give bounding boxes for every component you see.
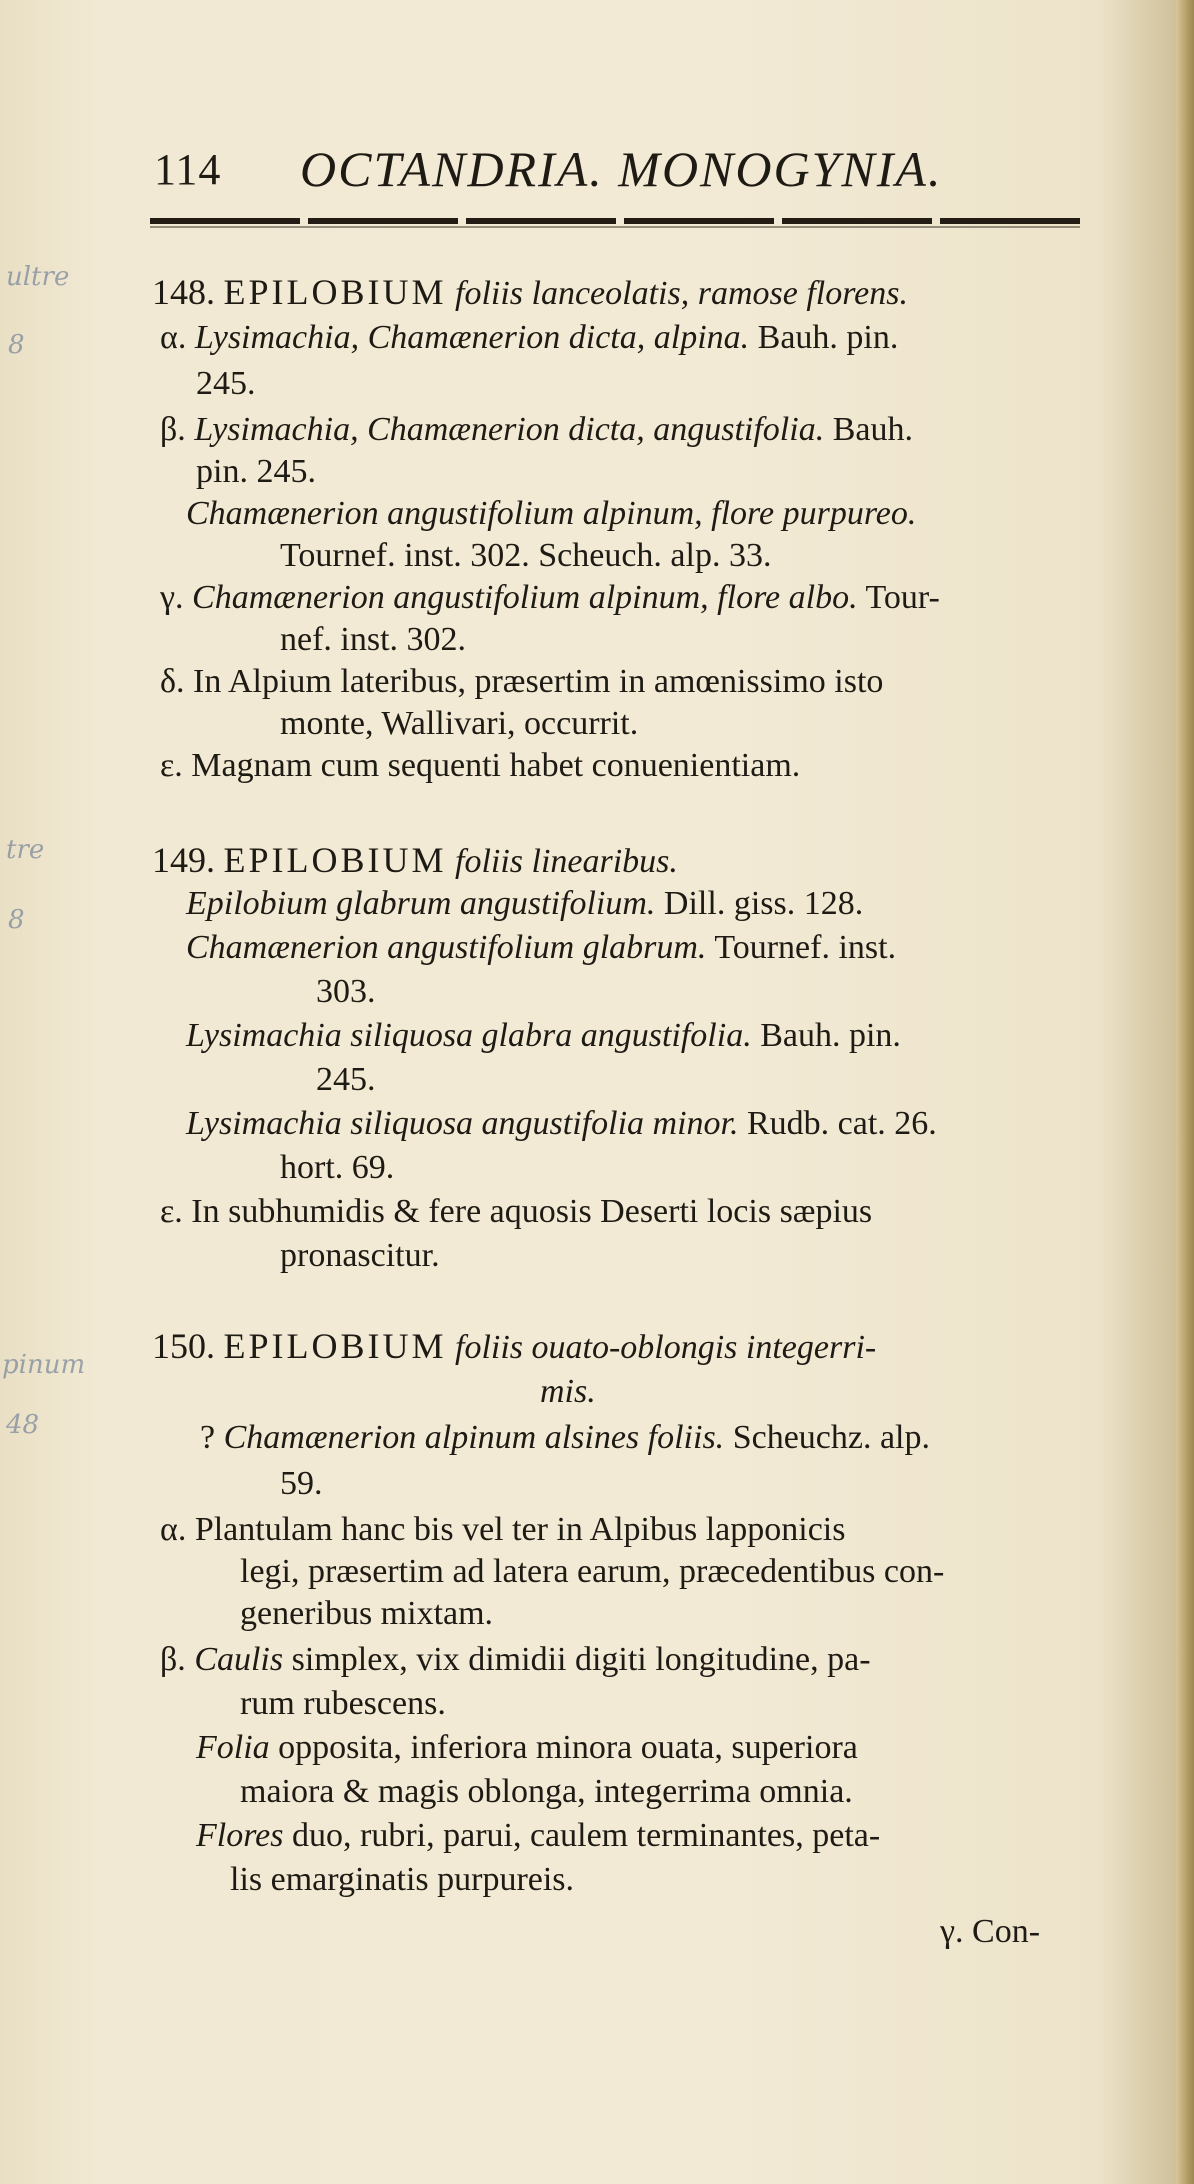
margin-note: ultre — [6, 262, 70, 292]
entry-148-delta-cont: monte, Wallivari, occurrit. — [280, 705, 639, 742]
entry-148-epsilon: ε. Magnam cum sequenti habet conuenientiam. — [160, 747, 801, 784]
entry-150-beta-cont: rum rubescens. — [240, 1685, 446, 1722]
entry-148-alpha-ref: 245. — [196, 365, 256, 402]
entry-150-heading-cont: mis. — [540, 1373, 596, 1410]
entry-150-synonym-1: ? Chamænerion alpinum alsines foliis. Scheuchz. alp. — [200, 1419, 930, 1456]
margin-note: pinum — [2, 1350, 86, 1380]
entry-148-beta-ref: pin. 245. — [196, 453, 316, 490]
entry-148-delta: δ. In Alpium lateribus, præsertim in amœnissimo isto — [160, 663, 884, 700]
entry-150-alpha: α. Plantulam hanc bis vel ter in Alpibus lapponicis — [160, 1511, 846, 1548]
entry-150-flores-cont: lis emarginatis purpureis. — [230, 1861, 575, 1898]
margin-note: 8 — [8, 905, 25, 935]
book-spine-edge — [1176, 0, 1194, 2184]
entry-148-beta: β. Lysimachia, Chamænerion dicta, angustifolia. Bauh. — [160, 411, 913, 448]
entry-149-epsilon: ε. In subhumidis & fere aquosis Deserti locis sæpius — [160, 1193, 873, 1230]
entry-150-folia-cont: maiora & magis oblonga, integerrima omnia. — [240, 1773, 853, 1810]
margin-note: 8 — [8, 330, 25, 360]
entry-148-heading: 148. EPILOBIUM foliis lanceolatis, ramose florens. — [152, 272, 909, 312]
entry-148-alpha: α. Lysimachia, Chamænerion dicta, alpina. Bauh. pin. — [160, 319, 899, 356]
running-title: OCTANDRIA. MONOGYNIA. — [300, 141, 943, 197]
entry-150-alpha-cont: legi, præsertim ad latera earum, præcedentibus con- — [240, 1553, 945, 1590]
page-header — [150, 140, 1050, 200]
entry-148-beta-synonym: Chamænerion angustifolium alpinum, flore purpureo. — [186, 495, 917, 532]
entry-149-synonym-3-ref: 245. — [316, 1061, 376, 1098]
entry-150-folia: Folia opposita, inferiora minora ouata, superiora — [196, 1729, 858, 1766]
entry-149-heading: 149. EPILOBIUM foliis linearibus. — [152, 840, 678, 880]
margin-note: 48 — [6, 1410, 40, 1440]
margin-note: tre — [6, 835, 45, 865]
entry-149-synonym-1: Epilobium glabrum angustifolium. Dill. giss. 128. — [186, 885, 864, 922]
entry-148-gamma: γ. Chamænerion angustifolium alpinum, flore albo. Tour- — [160, 579, 940, 616]
entry-150-alpha-cont-2: generibus mixtam. — [240, 1595, 494, 1632]
entry-150-flores: Flores duo, rubri, parui, caulem terminantes, peta- — [196, 1817, 881, 1854]
catchword: γ. Con- — [940, 1913, 1041, 1950]
header-rule — [150, 218, 1080, 224]
entry-150-heading: 150. EPILOBIUM foliis ouato-oblongis integerri- — [152, 1326, 877, 1366]
entry-149-synonym-3: Lysimachia siliquosa glabra angustifolia. Bauh. pin. — [186, 1017, 901, 1054]
page-number: 114 — [154, 145, 222, 194]
header-rule-thin — [150, 226, 1080, 228]
entry-148-beta-synonym-ref: Tournef. inst. 302. Scheuch. alp. 33. — [280, 537, 772, 574]
entry-148-gamma-ref: nef. inst. 302. — [280, 621, 467, 658]
entry-149-synonym-2: Chamænerion angustifolium glabrum. Tournef. inst. — [186, 929, 897, 966]
entry-150-beta: β. Caulis simplex, vix dimidii digiti longitudine, pa- — [160, 1641, 871, 1678]
entry-149-synonym-4: Lysimachia siliquosa angustifolia minor. Rudb. cat. 26. — [186, 1105, 937, 1142]
entry-149-synonym-4-ref: hort. 69. — [280, 1149, 395, 1186]
entry-149-epsilon-cont: pronascitur. — [280, 1237, 440, 1274]
entry-150-synonym-1-ref: 59. — [280, 1465, 323, 1502]
entry-149-synonym-2-ref: 303. — [316, 973, 376, 1010]
